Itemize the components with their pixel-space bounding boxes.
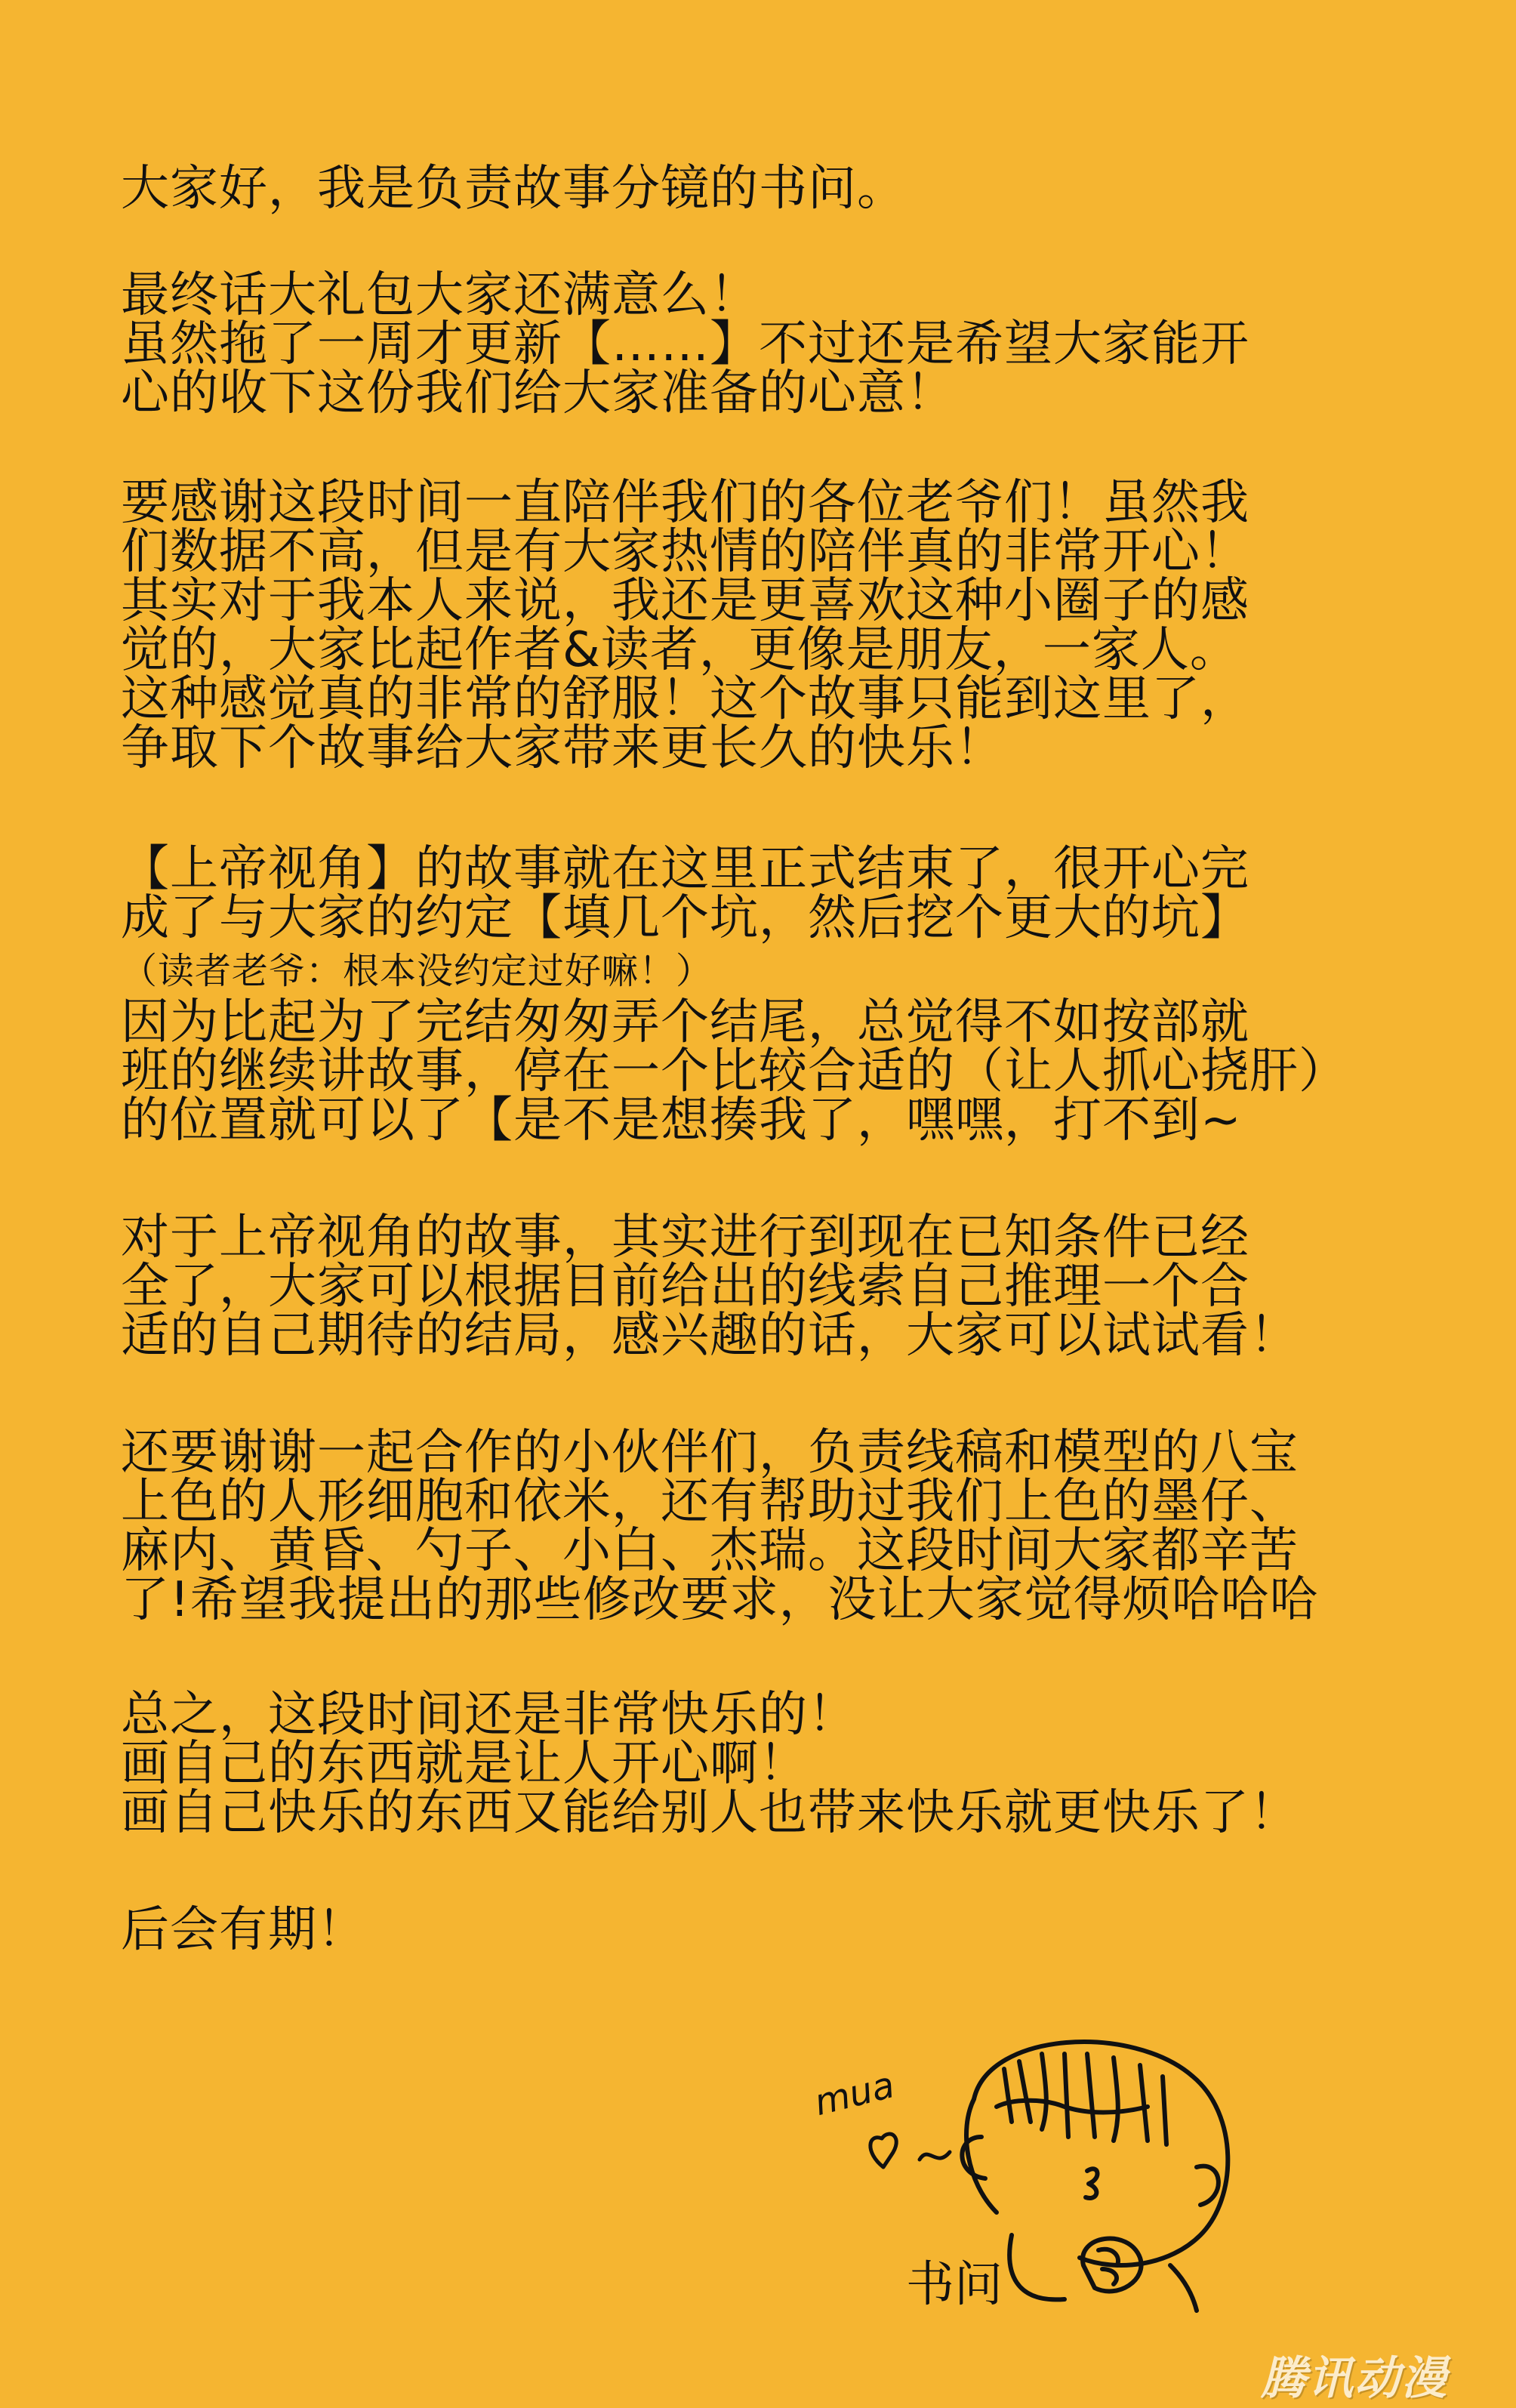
letter-line: 觉的，大家比起作者&读者，更像是朋友，一家人。	[121, 622, 1239, 678]
letter-line: 麻内、黄昏、勺子、小白、杰瑞。这段时间大家都辛苦	[121, 1523, 1299, 1579]
letter-line: 的位置就可以了【是不是想揍我了，嘿嘿，打不到~	[121, 1093, 1242, 1149]
letter-line: 全了，大家可以根据目前给出的线索自己推理一个合	[121, 1259, 1249, 1315]
letter-line: 了!希望我提出的那些修改要求，没让大家觉得烦哈哈哈	[121, 1572, 1319, 1628]
letter-line: 适的自己期待的结局，感兴趣的话，大家可以试试看！	[121, 1308, 1299, 1364]
letter-line: 对于上帝视角的故事，其实进行到现在已知条件已经	[121, 1210, 1249, 1266]
chibi-portrait-doodle	[815, 2009, 1283, 2326]
letter-line: 这种感觉真的非常的舒服！这个故事只能到这里了，	[121, 671, 1249, 727]
letter-line: 最终话大礼包大家还满意么！	[121, 267, 759, 323]
letter-line: 虽然拖了一周才更新【……】不过还是希望大家能开	[121, 316, 1249, 372]
letter-line: 上色的人形细胞和依米，还有帮助过我们上色的墨仔、	[121, 1474, 1299, 1530]
letter-line: 画自己的东西就是让人开心啊！	[121, 1736, 808, 1792]
letter-line: 还要谢谢一起合作的小伙伴们，负责线稿和模型的八宝	[121, 1425, 1299, 1481]
mua-handwriting: mua	[810, 2064, 899, 2125]
signature-name: 书问	[906, 2257, 1003, 2313]
letter-line: 心的收下这份我们给大家准备的心意！	[121, 365, 955, 421]
letter-line: 【上帝视角】的故事就在这里正式结束了，很开心完	[121, 841, 1249, 897]
watermark-logo: 腾讯动漫	[1261, 2352, 1448, 2405]
letter-line: 成了与大家的约定【填几个坑，然后挖个更大的坑】	[121, 890, 1249, 946]
letter-line: 班的继续讲故事，停在一个比较合适的（让人抓心挠肝）	[121, 1044, 1348, 1099]
letter-line: 争取下个故事给大家带来更长久的快乐！	[121, 720, 1004, 776]
letter-line: 画自己快乐的东西又能给别人也带来快乐就更快乐了！	[121, 1785, 1299, 1841]
letter-line: 总之，这段时间还是非常快乐的！	[121, 1687, 857, 1743]
letter-line: 大家好，我是负责故事分镜的书问。	[121, 161, 906, 217]
letter-line: 因为比起为了完结匆匆弄个结尾，总觉得不如按部就	[121, 994, 1249, 1050]
letter-line: 要感谢这段时间一直陪伴我们的各位老爷们！虽然我	[121, 475, 1249, 531]
letter-line: 们数据不高，但是有大家热情的陪伴真的非常开心！	[121, 524, 1249, 580]
letter-line: （读者老爷：根本没约定过好嘛！）	[121, 950, 713, 992]
letter-line: 后会有期！	[121, 1902, 366, 1958]
letter-line: 其实对于我本人来说，我还是更喜欢这种小圈子的感	[121, 573, 1249, 629]
